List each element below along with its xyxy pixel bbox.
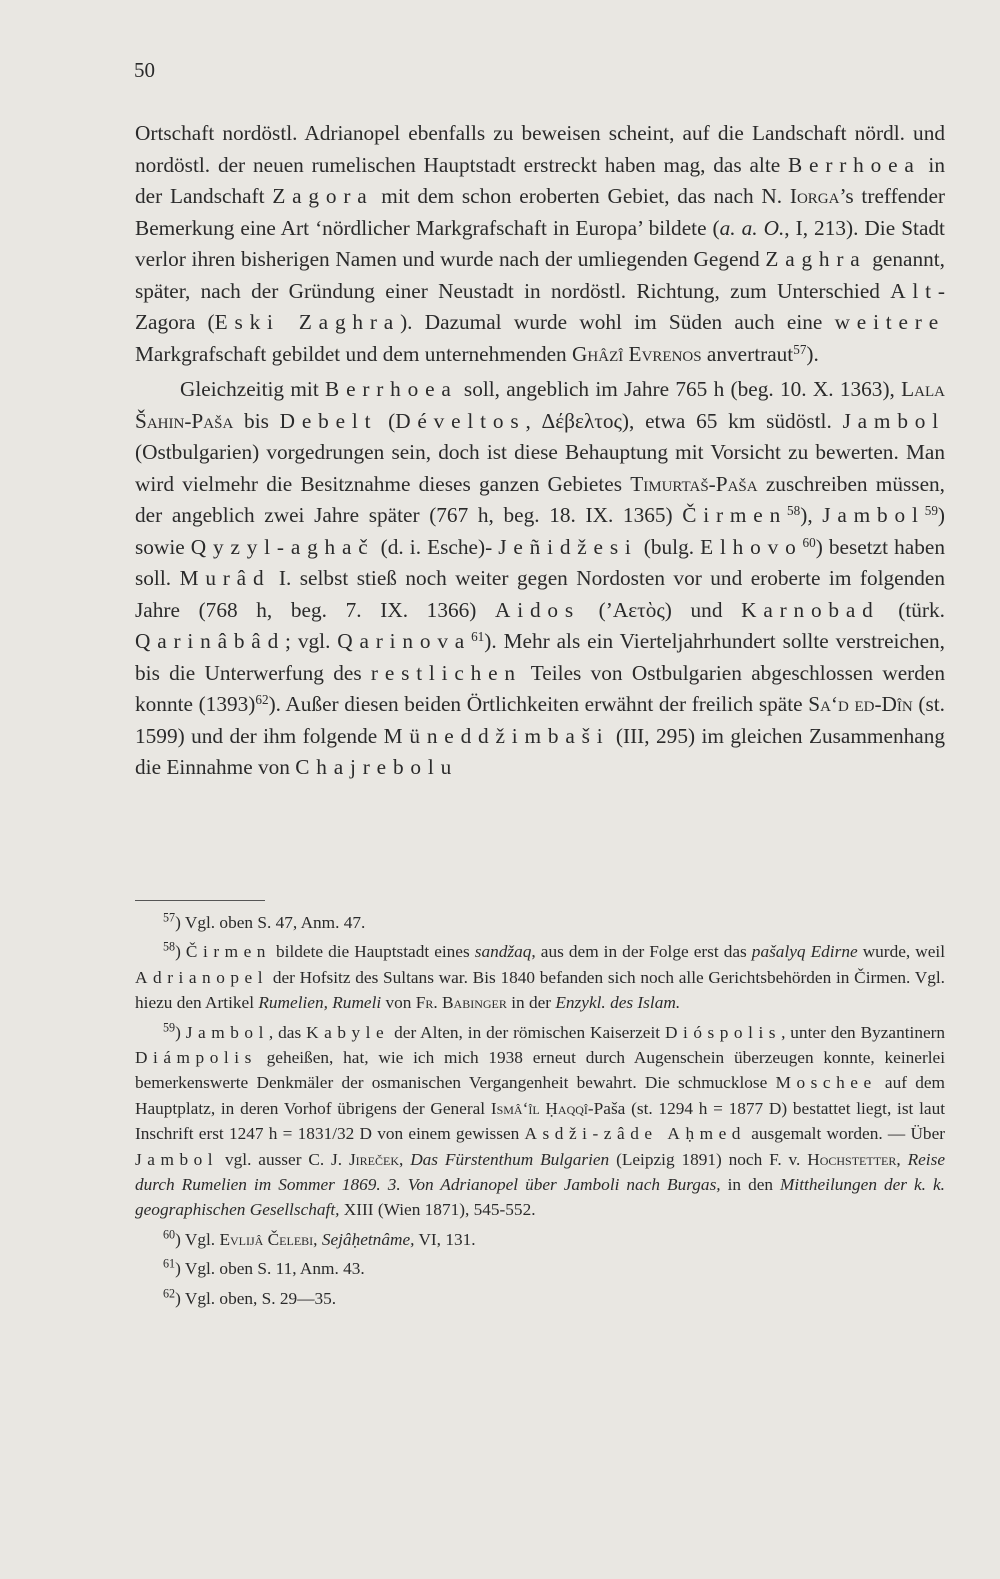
author-name: Ismâ‘îl Ḥaqqî <box>490 1098 588 1118</box>
text-run: (III, 295) im gleichen Zusammenhang die Einnahme von <box>135 723 945 779</box>
text-run: vgl. ausser C. J. <box>218 1149 349 1169</box>
text-run: , <box>896 1149 908 1169</box>
spaced-name: Zaghra <box>765 247 867 271</box>
spaced-name: Berrhoea <box>788 152 921 177</box>
text-run: auf dem Hauptplatz, in deren Vorhof übrigens der General <box>135 1073 945 1118</box>
spaced-name: Qarinâbâd <box>135 629 286 653</box>
text-run: in der Landschaft <box>135 152 945 208</box>
spaced-name: Aidos <box>495 597 580 622</box>
text-run: genannt, später, nach der Gründung einer Neustadt in nordöstl. Richtung, zum Unterschied <box>135 247 945 303</box>
text-run: bis <box>233 408 280 433</box>
spaced-name: Kabyle <box>306 1022 390 1042</box>
text-run: wurde, weil <box>857 942 946 962</box>
spaced-name: Qarinova <box>337 629 472 653</box>
italic-text: Mittheilungen der k. k. geographischen Gesellschaft, <box>135 1175 945 1220</box>
text-run: , Δέβελτος), etwa 65 km südöstl. <box>525 408 843 433</box>
text-run: bildete die Hauptstadt eines <box>270 942 475 962</box>
footnote-divider <box>135 900 265 901</box>
spaced-name: Berrhoea <box>325 377 458 401</box>
italic-text: Reise durch Rumelien im Sommer 1869. 3. Von Adrianopel über Jamboli nach Burgas, <box>135 1149 945 1195</box>
text-run: anvertraut <box>701 341 794 366</box>
text-run: ) <box>175 942 186 962</box>
spaced-name: Eski Zaghra <box>214 310 401 334</box>
text-run: ). <box>806 341 819 366</box>
paragraph <box>135 118 945 370</box>
author-name: Evlijâ Čelebi <box>219 1229 314 1249</box>
text-run: ) Vgl. <box>175 1229 220 1249</box>
spaced-name: Chajrebolu <box>295 755 459 779</box>
text-run: , I, 213). Die Stadt verlor ihren bisherigen Namen und wurde nach der umliegenden Gegend <box>135 215 945 271</box>
italic-text: Das Fürstenthum Bulgarien <box>410 1149 610 1169</box>
italic-text: Rumelien, Rumeli <box>258 993 382 1013</box>
footnote <box>135 1256 945 1281</box>
text-run: (türk. <box>879 597 945 622</box>
text-run: ’s treffender Bemerkung eine Art ‘nördlicher Markgrafschaft in Europa’ bildete ( <box>135 184 945 240</box>
footnote <box>135 910 945 935</box>
spaced-name: weitere <box>834 310 945 334</box>
text-run: (’Αετὸς) und <box>579 597 742 622</box>
text-run: in den <box>720 1175 781 1195</box>
text-run: , aus dem in der Folge erst das <box>531 942 752 962</box>
text-run: ), <box>800 503 823 527</box>
text-run: geheißen, hat, wie ich mich 1938 erneut durch Augenschein überzeugen konnte, keinerlei bemerkenswerte Denkmäler der osmanischen Vergangenheit bewahrt. Die schmucklose <box>135 1048 945 1093</box>
author-name: Hochstetter <box>807 1149 897 1169</box>
spaced-name: Elhovo <box>700 534 803 559</box>
text-run: in der <box>506 993 556 1013</box>
footnote-reference: 58 <box>163 939 176 954</box>
text-run: VI, 131. <box>414 1229 476 1249</box>
spaced-name: Čirmen <box>682 503 788 527</box>
spaced-name: Zagora <box>272 184 374 208</box>
text-run: (st. 1599) und der ihm folgende <box>135 692 945 748</box>
text-run: ) Vgl. oben S. 47, Anm. 47. <box>175 913 366 932</box>
italic-text: pašalyq Edirne <box>751 942 858 962</box>
text-run: (bulg. <box>637 534 701 559</box>
text-run: soll, angeblich im Jahre 765 h (beg. 10. X. 1363), <box>457 377 902 401</box>
text-run: ( <box>377 408 396 433</box>
spaced-name: Adrianopel <box>135 967 269 987</box>
footnote-reference: 61 <box>163 1256 176 1271</box>
spaced-name: Déveltos <box>395 408 526 433</box>
footnote-reference: 60 <box>802 534 816 550</box>
footnote <box>135 1020 945 1223</box>
text-run: ). Außer diesen beiden Örtlichkeiten erwähnt der freilich späte <box>268 692 809 716</box>
text-run: (Ostbulgarien) vorgedrungen sein, doch ist diese Behauptung mit Vorsicht zu bewerten. Man wird vielmehr die Besitznahme dieses ganzen Gebietes <box>135 440 945 496</box>
spaced-name: Čirmen <box>185 942 271 962</box>
author-name: Timurtaš-Paša <box>630 471 758 496</box>
text-run: ausgemalt worden. — Über <box>745 1124 945 1144</box>
footnote <box>135 1227 945 1252</box>
text-run: Ortschaft nordöstl. Adrianopel ebenfalls zu beweisen scheint, auf die Landschaft nördl. und nordöstl. der neuen rumelischen Hauptstadt erstreckt haben mag, das alte <box>135 121 945 177</box>
spaced-name: Debelt <box>279 408 378 433</box>
spaced-name: Diámpolis <box>135 1048 257 1068</box>
text-run: Teiles von Ostbulgarien abgeschlossen werden konnte (1393) <box>135 660 946 716</box>
spaced-name: restlichen <box>370 660 522 685</box>
italic-text: sandžaq <box>474 942 532 962</box>
author-name: Sa‘d ed-Dîn <box>808 692 913 716</box>
spaced-name: Dióspolis <box>664 1022 782 1042</box>
spaced-name: Jambol <box>185 1022 269 1042</box>
spaced-name: Jambol <box>135 1149 219 1169</box>
author-name: Lala Šahin-Paša <box>135 377 945 433</box>
text-run: ). Dazumal wurde wohl im Süden auch eine <box>400 310 835 334</box>
footnote-reference: 57 <box>793 341 807 357</box>
text-run: ) Vgl. oben, S. 29—35. <box>175 1288 337 1308</box>
footnote-reference: 59 <box>924 502 938 518</box>
text-run: , unter den Byzantinern <box>781 1022 946 1042</box>
italic-text: Sejâḥetnâme, <box>321 1229 415 1249</box>
text-run: , <box>313 1229 322 1249</box>
text-run: I. selbst stieß noch weiter gegen Nordosten vor und eroberte im folgenden Jahre (768 h, beg. 7. IX. 1366) <box>135 566 946 622</box>
author-name: Fr. Babinger <box>415 993 507 1013</box>
spaced-name: Moschee <box>775 1073 877 1093</box>
text-run: mit dem schon eroberten Gebiet, das nach N. <box>373 184 790 208</box>
text-run: der Hofsitz des Sultans war. Bis 1840 befanden sich noch alle Gerichtsbehörden in Čirmen. Vgl. hiezu den Artikel <box>135 967 945 1013</box>
text-run: (d. i. Esche)- <box>374 534 499 559</box>
text-run: ; vgl. <box>285 629 338 653</box>
spaced-name: Qyzyl-aghač <box>190 534 375 559</box>
text-run: ) Vgl. oben S. 11, Anm. 43. <box>175 1259 365 1279</box>
text-run: -Zagora ( <box>135 278 945 334</box>
text-run: von <box>381 993 416 1013</box>
spaced-name: Karnobad <box>741 597 880 622</box>
text-run: zuschreiben müssen, der angeblich zwei Jahre später (767 h, beg. 18. IX. 1365) <box>135 471 945 527</box>
footnote-reference: 58 <box>787 502 801 518</box>
text-run: -Paša (st. 1294 h = 1877 D) bestattet liegt, ist laut Inschrift erst 1247 h = 1831/32 D von einem gewissen <box>135 1098 946 1144</box>
spaced-name: Müneddžimbaši <box>383 723 610 748</box>
spaced-name: Asdži-zâde Aḥmed <box>524 1124 746 1144</box>
page-number: 50 <box>134 58 155 82</box>
footnote-reference: 62 <box>255 691 269 707</box>
footnotes <box>135 910 945 1311</box>
footnote-reference: 57 <box>163 910 176 925</box>
italic-text: a. a. O. <box>719 215 785 240</box>
text-run: , <box>399 1149 411 1169</box>
main-text <box>135 118 945 784</box>
footnote-reference: 61 <box>471 628 485 644</box>
spaced-name: Jambol <box>822 503 925 527</box>
text-run: Gleichzeitig mit <box>180 377 326 401</box>
text-run: der Alten, in der römischen Kaiserzeit <box>389 1022 665 1042</box>
text-run: XIII (Wien 1871), 545-552. <box>339 1200 536 1220</box>
text-run: (Leipzig 1891) noch F. v. <box>609 1149 808 1169</box>
text-run: ) sowie <box>135 503 945 559</box>
author-name: Ghâzî Evrenos <box>572 341 702 366</box>
text-run: ) besetzt haben soll. <box>135 534 945 590</box>
spaced-name: Alt <box>890 278 938 303</box>
author-name: Jireček <box>348 1149 399 1169</box>
footnote-reference: 62 <box>163 1286 176 1301</box>
footnote-reference: 59 <box>163 1019 176 1034</box>
footnote-reference: 60 <box>163 1227 176 1242</box>
spaced-name: Murâd <box>179 566 271 590</box>
footnote <box>135 1286 945 1311</box>
text-run: ). Mehr als ein Vierteljahrhundert sollte verstreichen, bis die Unterwerfung des <box>135 629 945 685</box>
italic-text: Enzykl. des Islam. <box>555 993 681 1013</box>
text-run: ) <box>175 1022 186 1042</box>
spaced-name: Jambol <box>842 408 945 433</box>
text-run: Markgrafschaft gebildet und dem unternehmenden <box>135 341 573 366</box>
paragraph <box>135 374 945 784</box>
spaced-name: Jeñidžesi <box>498 534 638 559</box>
text-run: , das <box>268 1022 307 1042</box>
author-name: Iorga <box>789 184 840 208</box>
footnote <box>135 939 945 1015</box>
